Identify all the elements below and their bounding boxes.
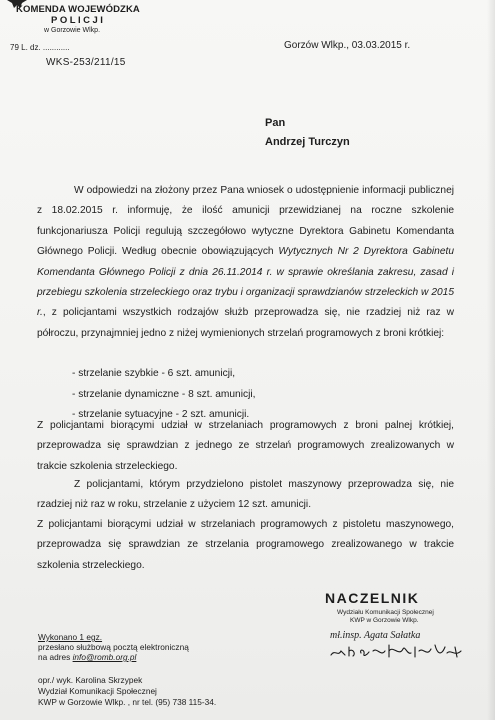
- paragraph-1: [37, 181, 454, 344]
- stamp-institution: KOMENDA WOJEWÓDZKA: [16, 4, 140, 15]
- list-item: - strzelanie dynamiczne - 8 szt. amunicji,: [72, 388, 256, 400]
- copies-note: Wykonano 1 egz.: [38, 632, 103, 642]
- stamp-police: POLICJI: [51, 15, 106, 26]
- list-item: - strzelanie sytuacyjne - 2 szt. amunicji.: [72, 409, 250, 420]
- stamp-city: w Gorzowie Wlkp.: [44, 27, 101, 34]
- signature-title: NACZELNIK: [325, 590, 420, 606]
- email-address-line: [38, 652, 136, 663]
- signature-unit: KWP w Gorzowie Wlkp.: [350, 617, 419, 624]
- signature-printed-name: mł.insp. Agata Sałatka: [330, 630, 421, 641]
- sent-by-email-note: przesłano służbową pocztą elektroniczną: [38, 642, 189, 652]
- paragraph-2: Z policjantami biorącymi udział w strzelaniach programowych z broni palnej krótkiej, przeprowadza się sprawdzian z jednego ze strzelań programowych zrealizowanych w trakcie szkolenia strzeleckiego.: [37, 420, 454, 472]
- paragraph-3: Z policjantami, którym przydzielono pistolet maszynowy przeprowadza się, nie rzadziej niż raz w roku, strzelanie z użyciem 12 szt. amunicji.: [37, 479, 454, 511]
- paragraph-1-text-b: , z policjantami wszystkich rodzajów służb przeprowadza się, nie rzadziej niż raz w półroczu, przynajmniej jedno z niżej wymienionych strzelań programowych z broni krótkiej:: [37, 307, 454, 339]
- email-link[interactable]: info@romb.org.pl: [72, 652, 137, 662]
- recipient-name: Andrzej Turczyn: [265, 136, 350, 148]
- list-item: - strzelanie szybkie - 6 szt. amunicji,: [72, 368, 236, 379]
- paragraph-1-text-a: W odpowiedzi na złożony przez Pana wniosek o udostępnienie informacji publicznej z 18.02.2015 r. informuję, że ilość amunicji przewidzianej na roczne szkolenie funkcjonariusza Policji regulują szczegółowo wytyczne Dyrektora Gabinetu Komendanta Głównego Policji. Według obecnie obowiązujących: [37, 185, 454, 258]
- signature-department: Wydziału Komunikacji Społecznej: [337, 609, 434, 616]
- prepared-by: opr./ wyk. Karolina Skrzypek: [38, 675, 143, 685]
- date-and-place: Gorzów Wlkp., 03.03.2015 r.: [284, 40, 411, 51]
- prepared-contact: KWP w Gorzowie Wlkp. , nr tel. (95) 738 115-34.: [38, 697, 217, 707]
- prepared-dept: Wydział Komunikacji Społecznej: [38, 686, 157, 696]
- recipient-salutation: Pan: [265, 117, 286, 129]
- paragraph-4: Z policjantami biorącymi udział w strzelaniach programowych z pistoletu maszynowego, przeprowadza się sprawdzian ze strzelania programowego zrealizowanego w trakcie szkolenia strzeleckiego.: [37, 519, 454, 571]
- stamp-reference: WKS-253/211/15: [46, 57, 126, 68]
- paragraph-1-italic-reference: Wytycznych Nr 2 Dyrektora Gabinetu Komendanta Głównego Policji z dnia 26.11.2014 r. w sprawie określania zakresu, zasad i przebiegu szkolenia strzeleckiego oraz trybu i organizacji sprawdzianów strzeleckich w 2015 r.: [37, 246, 454, 319]
- email-prefix: na adres: [38, 652, 73, 662]
- stamp-log-number: 79 L. dz. ............: [10, 43, 70, 52]
- handwritten-signature: [329, 639, 469, 661]
- page-edge-shadow: [487, 0, 495, 720]
